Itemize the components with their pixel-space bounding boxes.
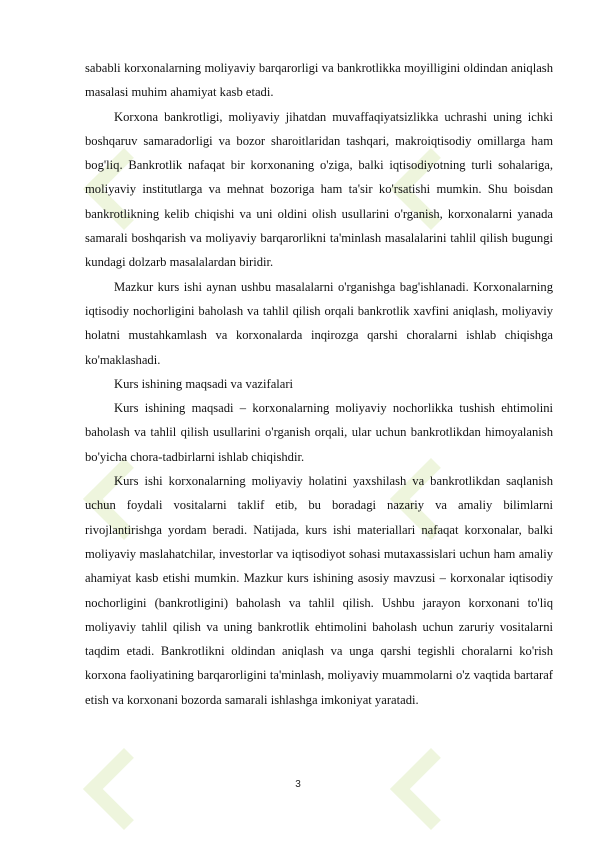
paragraph: Korxona bankrotligi, moliyaviy jihatdan muvaffaqiyatsizlikka uchrashi uning ichki boshqaruv samaradorligi va bozor sharoitlaridan tashqari, makroiqtisodiy omillarga ham bog'liq. Bankrotlik nafaqat bir korxonaning o'ziga, balki iqtisodiyotning turli sohalariga, moliyaviy institutlarga va mehnat bozoriga ham ta'sir ko'rsatishi mumkin. Shu boisdan bankrotlikning kelib chiqishi va uni oldini olish usullarini o'rganish, korxonalarni yanada samarali boshqarish va moliyaviy barqarorlikni ta'minlash masalalarini tahlil qilish bugungi kundagi dolzarb masalalardan biridir. [85, 109, 553, 270]
page-number: 3 [295, 779, 301, 790]
section-heading: Kurs ishining maqsadi va vazifalari [114, 376, 294, 391]
paragraph: Kurs ishi korxonalarning moliyaviy holatini yaxshilash va bankrotlikdan saqlanish uchun foydali vositalarni taklif etib, bu boradagi nazariy va amaliy bilimlarni rivojlantirishga yordam beradi. Natijada, kurs ishi materiallari nafaqat korxonalar, balki moliyaviy maslahatchilar, investorlar va iqtisodiyot sohasi mutaxassislari uchun ham amaliy ahamiyat kasb etishi mumkin. Mazkur kurs ishining asosiy mavzusi – korxonalar iqtisodiy nochorligini (bankrotligini) baholash va tahlil qilish. Ushbu jarayon korxonani to'liq moliyaviy tahlil qilish va uning bankrotlik ehtimolini baholash uchun zaruriy vositalarni taqdim etadi. Bankrotlikni oldindan aniqlash va unga qarshi tegishli choralarni ko'rish korxona faoliyatining barqarorligini ta'minlash, moliyaviy muammolarni o'z vaqtida bartaraf etish va korxonani bozorda samarali ishlashga imkoniyat yaratadi. [85, 474, 553, 707]
paragraph: Kurs ishining maqsadi – korxonalarning moliyaviy nochorlikka tushish ehtimolini baholash va tahlil qilish usullarini o'rganish orqali, ular uchun bankrotlikdan himoyalanish bo'yicha chora-tadbirlarni ishlab chiqishdir. [85, 401, 553, 464]
document-body [85, 56, 553, 712]
paragraph-continued: sababli korxonalarning moliyaviy barqarorligi va bankrotlikka moyilligini oldindan aniqlash masalasi muhim ahamiyat kasb etadi. [85, 61, 553, 100]
paragraph: Mazkur kurs ishi aynan ushbu masalalarni o'rganishga bag'ishlanadi. Korxonalarning iqtisodiy nochorligini baholash va tahlil qilish orqali bankrotlik xavfini aniqlash, moliyaviy holatni mustahkamlash va korxonalarda inqirozga qarshi choralarni ishlab chiqishga ko'maklashadi. [85, 279, 553, 367]
